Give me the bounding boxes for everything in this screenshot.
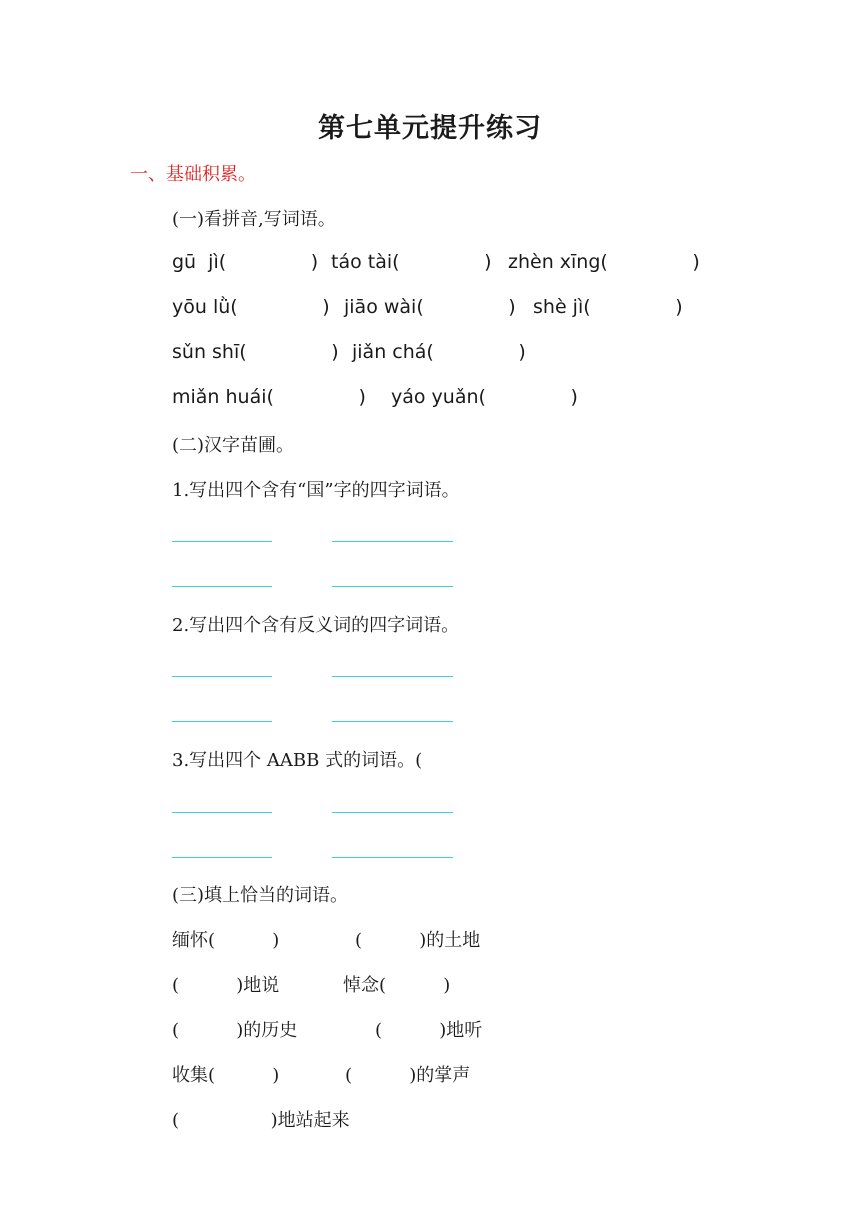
fill-item: 悼念( ) [343, 975, 451, 996]
answer-blank[interactable] [332, 586, 453, 587]
answer-blank[interactable] [172, 541, 272, 542]
fill-item: ( )的掌声 [345, 1065, 471, 1086]
pinyin-item: gū jì( ) [172, 251, 319, 273]
pinyin-item: shè jì( ) [533, 296, 683, 318]
answer-blank[interactable] [332, 541, 453, 542]
section-heading-1: 一、基础积累。 [130, 164, 256, 185]
fill-item: 缅怀( ) [172, 930, 280, 951]
fill-item: ( )地说 [172, 975, 280, 996]
pinyin-item: miǎn huái( ) [172, 386, 366, 408]
answer-blank[interactable] [332, 676, 453, 677]
answer-blank[interactable] [332, 857, 453, 858]
pinyin-item: táo tài( ) [331, 251, 492, 273]
answer-blank[interactable] [172, 857, 272, 858]
part2-heading: (二)汉字苗圃。 [172, 435, 295, 456]
answer-blank[interactable] [172, 676, 272, 677]
part1-heading: (一)看拼音,写词语。 [172, 209, 336, 230]
pinyin-item: jiāo wài( ) [344, 296, 516, 318]
question-1: 1.写出四个含有“国”字的四字词语。 [172, 480, 460, 501]
page-title: 第七单元提升练习 [318, 113, 542, 144]
fill-item: 收集( ) [172, 1065, 280, 1086]
fill-item: ( )地听 [375, 1020, 483, 1041]
pinyin-item: yáo yuǎn( ) [391, 386, 578, 408]
pinyin-item: sǔn shī( ) [172, 341, 339, 363]
question-2: 2.写出四个含有反义词的四字词语。 [172, 615, 460, 636]
answer-blank[interactable] [332, 812, 453, 813]
fill-item: ( )的历史 [172, 1020, 298, 1041]
pinyin-item: yōu lǜ( ) [172, 296, 330, 318]
pinyin-item: jiǎn chá( ) [352, 341, 526, 363]
question-3: 3.写出四个 AABB 式的词语。( [172, 750, 423, 771]
answer-blank[interactable] [172, 812, 272, 813]
fill-item: ( )的土地 [355, 930, 481, 951]
answer-blank[interactable] [172, 586, 272, 587]
answer-blank[interactable] [172, 721, 272, 722]
pinyin-item: zhèn xīng( ) [508, 251, 700, 273]
part3-heading: (三)填上恰当的词语。 [172, 885, 349, 906]
answer-blank[interactable] [332, 721, 453, 722]
fill-item: ( )地站起来 [172, 1110, 350, 1131]
